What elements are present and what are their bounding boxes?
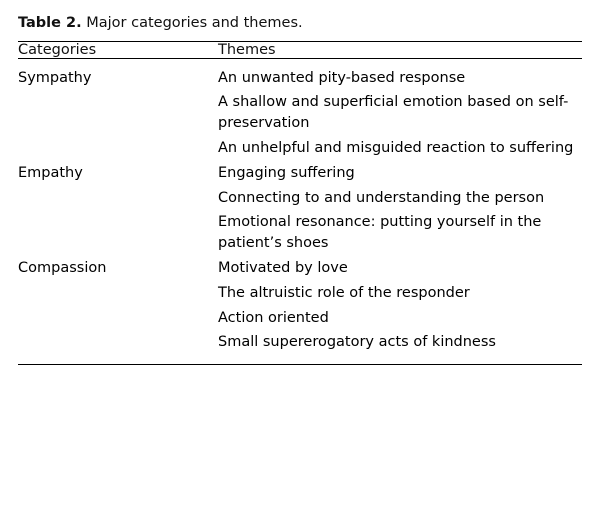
table-bottom-rule — [18, 364, 582, 365]
table-row — [18, 59, 582, 163]
theme-item: Engaging suffering — [218, 165, 355, 182]
column-header-themes: Themes — [218, 41, 276, 58]
categories-themes-table — [18, 42, 582, 58]
table-caption-label: Table 2. — [18, 15, 82, 31]
theme-item: A shallow and superficial emotion based on self-preservation — [218, 94, 569, 131]
theme-item: Small supererogatory acts of kindness — [218, 334, 496, 351]
row-themes — [218, 59, 582, 163]
row-themes — [218, 258, 582, 357]
theme-item: An unhelpful and misguided reaction to suffering — [218, 139, 574, 156]
theme-item: The altruistic role of the responder — [218, 285, 470, 302]
theme-item: An unwanted pity-based response — [218, 69, 466, 86]
table-caption — [18, 10, 582, 41]
table-row — [18, 258, 582, 357]
categories-themes-body — [18, 59, 582, 358]
table-row — [18, 163, 582, 258]
row-themes — [218, 163, 582, 258]
column-header-categories: Categories — [18, 41, 97, 58]
row-category: Empathy — [18, 165, 83, 182]
theme-item: Connecting to and understanding the person — [218, 189, 545, 206]
table-header-row — [18, 42, 582, 58]
theme-item: Motivated by love — [218, 260, 348, 277]
theme-item: Emotional resonance: putting yourself in the patient’s shoes — [218, 214, 542, 251]
row-category: Sympathy — [18, 69, 92, 86]
row-category: Compassion — [18, 260, 107, 277]
table-caption-text: Major categories and themes. — [86, 15, 303, 31]
theme-item: Action oriented — [218, 309, 329, 326]
